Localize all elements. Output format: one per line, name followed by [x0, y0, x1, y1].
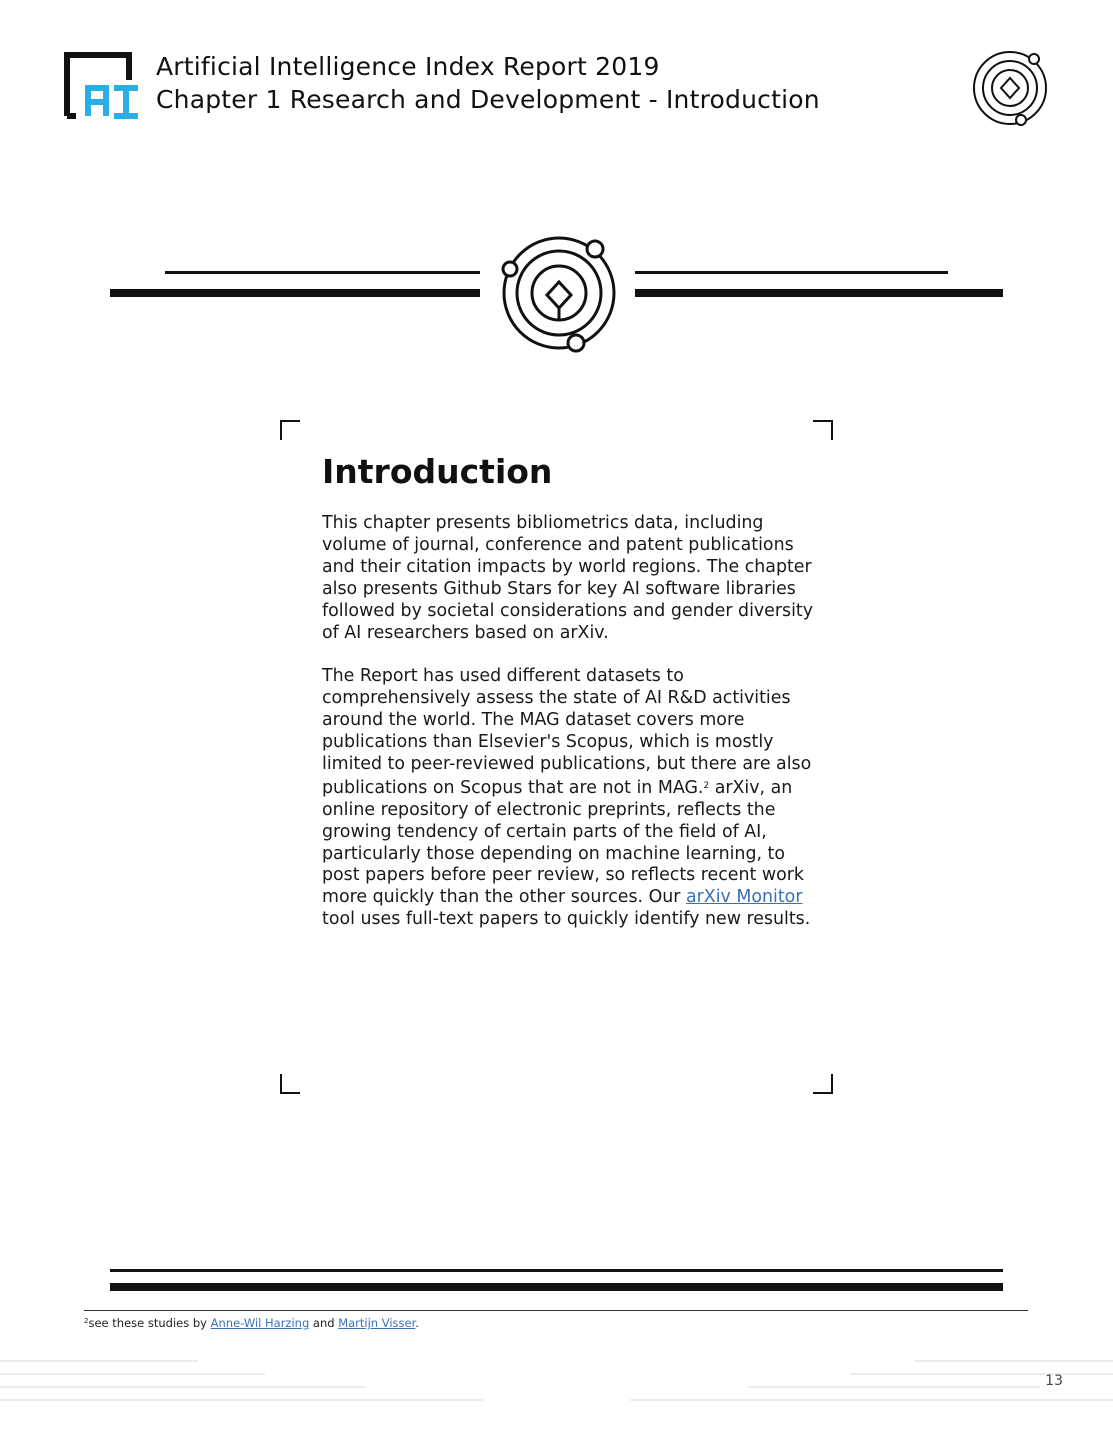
harzing-link[interactable]: Anne-Wil Harzing	[210, 1316, 310, 1330]
text-line: also presents Github Stars for key AI software libraries	[322, 578, 796, 599]
text-line: growing tendency of certain parts of the field of AI,	[322, 821, 767, 842]
text-line: limited to peer-reviewed publications, but there are also	[322, 753, 812, 774]
text-line: particularly those depending on machine learning, to	[322, 843, 786, 864]
text-line: of AI researchers based on arXiv.	[322, 622, 609, 643]
divider-thin-right	[635, 271, 948, 274]
divider-thick-left	[110, 289, 480, 297]
report-title: Artificial Intelligence Index Report 2019	[156, 52, 660, 81]
footnote-text: see these studies by	[88, 1316, 211, 1330]
divider-thick-right	[635, 289, 1003, 297]
text-line: and their citation impacts by world regions. The chapter	[322, 556, 812, 577]
report-header-title	[156, 50, 820, 116]
footnote-text: and	[309, 1316, 339, 1330]
orbit-emblem-icon	[968, 48, 1052, 132]
corner-bracket-bottom-left	[279, 1073, 301, 1095]
text-segment: publications on Scopus that are not in MAG.	[322, 777, 704, 798]
text-line: This chapter presents bibliometrics data, including	[322, 513, 764, 533]
divider-thin-left	[165, 271, 480, 274]
corner-bracket-top-right	[812, 419, 834, 441]
text-line: post papers before peer review, so reflects recent work	[322, 865, 804, 886]
footnote	[84, 1316, 419, 1330]
visser-link[interactable]: Martijn Visser	[338, 1316, 416, 1330]
chapter-title: Chapter 1 Research and Development - Introduction	[156, 85, 820, 114]
page-number: 13	[1045, 1373, 1063, 1389]
text-line: The Report has used different datasets to	[322, 666, 684, 687]
intro-body	[322, 513, 822, 953]
text-line: online repository of electronic preprints, reflects the	[322, 799, 776, 820]
footnote-reference: 2	[703, 780, 710, 791]
text-line: publications than Elsevier's Scopus, which is mostly	[322, 732, 774, 753]
text-line	[322, 887, 822, 909]
text-segment: more quickly than the other sources. Our	[322, 887, 686, 908]
footer-divider-thin	[110, 1269, 1003, 1272]
text-line: around the world. The MAG dataset covers more	[322, 710, 745, 731]
paragraph-1	[322, 513, 822, 644]
chapter-emblem-icon	[495, 230, 625, 356]
section-title: Introduction	[322, 452, 553, 491]
ai-index-logo	[62, 50, 144, 122]
arxiv-monitor-link[interactable]: arXiv Monitor	[685, 887, 803, 908]
paragraph-2	[322, 666, 822, 931]
corner-bracket-bottom-right	[812, 1073, 834, 1095]
text-segment: arXiv, an	[709, 777, 793, 798]
decorative-footer-lines	[0, 1355, 1113, 1407]
corner-bracket-top-left	[279, 419, 301, 441]
text-line: tool uses full-text papers to quickly identify new results.	[322, 909, 811, 930]
footer-divider-thick	[110, 1283, 1003, 1291]
footnote-rule	[84, 1310, 1028, 1311]
footnote-text: .	[415, 1316, 419, 1330]
text-line: volume of journal, conference and patent publications	[322, 534, 794, 555]
text-line	[322, 776, 822, 800]
footnote-mark: 2	[84, 1317, 89, 1325]
text-line: followed by societal considerations and gender diversity	[322, 600, 814, 621]
text-line: comprehensively assess the state of AI R&D activities	[322, 688, 791, 709]
